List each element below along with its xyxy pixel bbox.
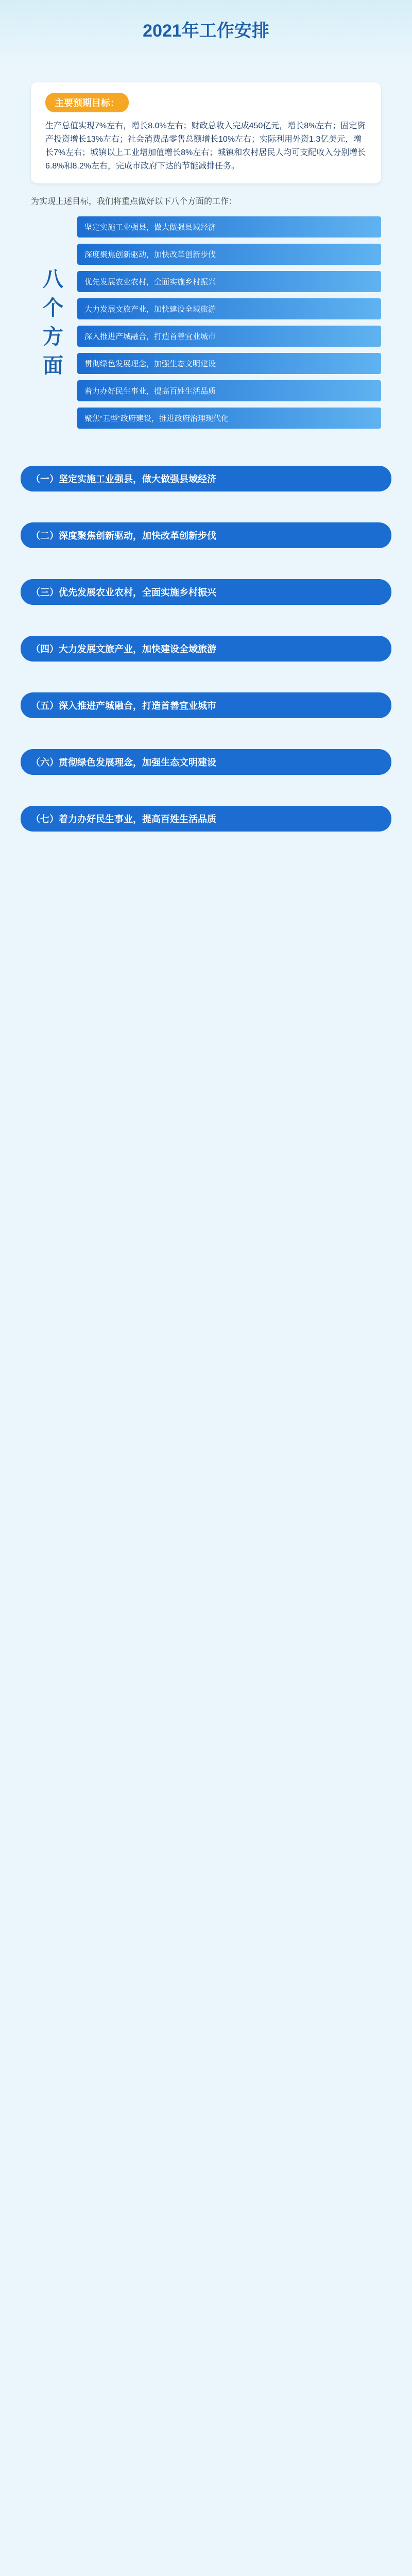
eight-item: 贯彻绿色发展理念，加强生态文明建设 (77, 353, 381, 374)
goal-badge: 主要预期目标： (45, 93, 129, 112)
section-4: （四）大力发展文旅产业，加快建设全域旅游 (21, 636, 391, 662)
eight-item: 优先发展农业农村，全面实施乡村振兴 (77, 271, 381, 292)
goal-card (31, 82, 381, 183)
section-3: （三）优先发展农业农村，全面实施乡村振兴 (21, 579, 391, 605)
section-6: （六）贯彻绿色发展理念，加强生态文明建设 (21, 749, 391, 775)
eight-title: 八个方面 (40, 268, 63, 383)
eight-item: 聚焦“五型”政府建设，推进政府治理现代化 (77, 408, 381, 429)
eight-aspects (31, 216, 381, 435)
goal-text: 生产总值实现7%左右，增长8.0%左右；财政总收入完成450亿元，增长8%左右；固定资产投资增长13%左右；社会消费品零售总额增长10%左右；实际利用外资1.3亿美元，增长7%左右；城镇以上工业增加值增长8%左右；城镇和农村居民人均可支配收入分别增长6.8%和8.2%左右，完成市政府下达的节能减排任务。 (45, 122, 366, 171)
eight-list (77, 216, 381, 435)
eight-item: 坚定实施工业强县，做大做强县域经济 (77, 216, 381, 238)
eight-item: 大力发展文旅产业，加快建设全域旅游 (77, 298, 381, 319)
eight-item: 深度聚焦创新驱动，加快改革创新步伐 (77, 244, 381, 265)
section-5: （五）深入推进产城融合，打造首善宜业城市 (21, 692, 391, 718)
eight-item: 着力办好民生事业，提高百姓生活品质 (77, 380, 381, 401)
section-1: （一）坚定实施工业强县，做大做强县域经济 (21, 466, 391, 492)
page-title: 2021年工作安排 (0, 0, 412, 62)
section-7: （七）着力办好民生事业，提高百姓生活品质 (21, 806, 391, 832)
eight-item: 深入推进产城融合，打造首善宜业城市 (77, 326, 381, 347)
section-2: （二）深度聚焦创新驱动，加快改革创新步伐 (21, 522, 391, 548)
intro-text: 为实现上述目标，我们将重点做好以下八个方面的工作： (31, 197, 237, 206)
